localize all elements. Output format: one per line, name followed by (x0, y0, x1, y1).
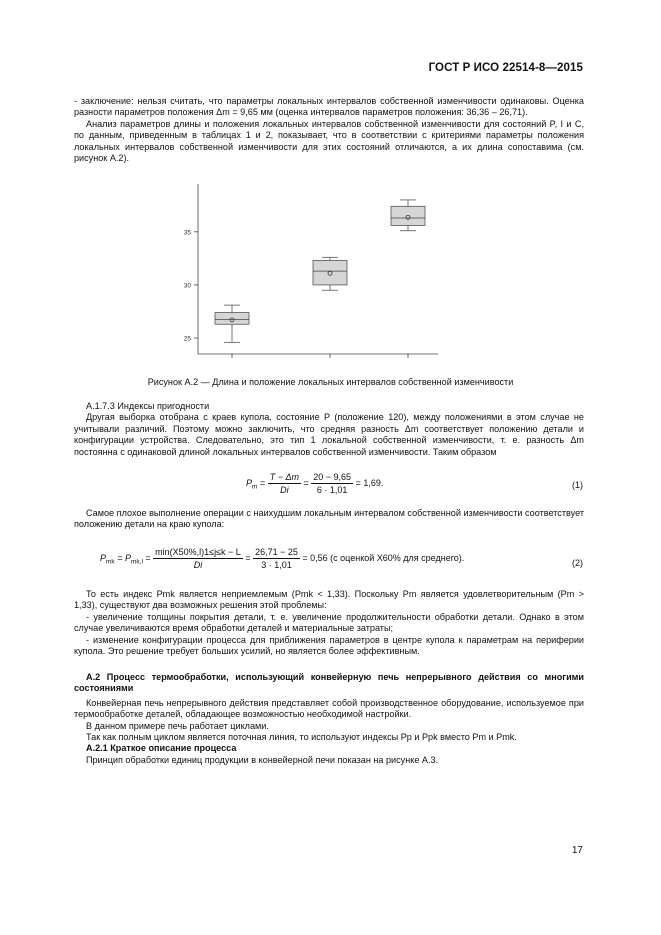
formula-2-result: = 0,56 (с оценкой X60% для среднего). (302, 552, 465, 563)
box-1 (215, 305, 249, 358)
text-block-top (74, 96, 584, 164)
text-block-worst (74, 508, 584, 531)
box-2-iqr (313, 261, 347, 285)
text-block-indices (74, 401, 584, 458)
formula-1-frac2: $\frac{20 - 9,65}{6 \cdot 1,01}$ (313, 472, 352, 495)
formula-2-lhs: P (100, 552, 107, 563)
text-block-a2 (74, 672, 584, 766)
y-tick-label-1: 30 (183, 282, 191, 290)
paragraph-solution-2: - изменение конфигурации процесса для приближения параметров в центре купола к параметрам на периферии купола. Это решение требует больших усилий, но является более эффективным. (74, 634, 584, 657)
formula-2-frac1: $\frac{\min(X50\%,l)1\le j\le k - L}{Di}$ (155, 547, 241, 570)
paragraph-sample: Другая выборка отобрана с краев купола, состояние P (положение 120), между положениями в этом случае не учитывали различий. Поэтому можно заключить, что средняя разность Δm соответствует положению детали и конфигурации устройства. Следовательно, это тип 1 локальной собственной изменчивости, т. е. разность Δm постоянна с одинаковой длиной локальных интервалов собственной изменчивости. Таким образом (74, 412, 584, 457)
paragraph-indices: Так как полным циклом является поточная линия, то используют индексы Pp и Ppk вместо Pm и Pmk. (86, 732, 517, 743)
box-3 (391, 200, 425, 358)
y-tick-label-0: 25 (183, 335, 191, 343)
y-tick-label-2: 35 (183, 229, 191, 237)
formula-2-eq2: = P (117, 552, 131, 563)
paragraph-analysis: Анализ параметров длины и положения локальных интервалов собственной изменчивости для состояний P, I и C, по данным, приведенным в таблицах 1 и 2, показывает, что в соответствии с критериями параметры положения локальных интервалов собственной изменчивости для этих состояний отличаются, а их длина сопоставима (см. рисунок А.2). (74, 118, 584, 164)
paragraph-worst-case: Самое плохое выполнение операции с наихудшим локальным интервалом собственной изменчивости соответствует положению детали на краю купола: (74, 508, 584, 530)
paragraph-principle: Принцип обработки единиц продукции в конвейерной печи показан на рисунке А.3. (86, 754, 439, 765)
paragraph-solution-1: - увеличение толщины покрытия детали, т. е. увеличение продолжительности обработки детали. Однако в этом случае увеличиваются время обработки деталей и материальные затраты; (74, 611, 584, 634)
paragraph-furnace: Конвейерная печь непрерывного действия представляет собой производственное оборудование, используемое при термообработке деталей, обладающее возможностью необходимой настройки. (74, 697, 584, 720)
text-block-solutions (74, 589, 584, 657)
paragraph-index-result: То есть индекс Pmk является неприемлемым (Pmk < 1,33). Поскольку Pm является удовлетворительным (Pm > 1,33), существуют два возможных решения этой проблемы: (74, 589, 584, 611)
paragraph-cycles: В данном примере печь работает циклами. (86, 720, 269, 731)
formula-1-lhs: P (246, 477, 253, 488)
formula-1: $P_m$ = $\frac{T - \Delta m}{Di}$ = $\frac{20 - 9,65}{6 \cdot 1,01}$ = 1,69. (246, 472, 384, 495)
box-1-iqr (215, 313, 249, 325)
formula-2: $P_{mk} = P_{mk,l}$ = $\frac{\min(X50\%,l)1\le j\le k - L}{Di}$ = $\frac{26,71 - 25}{3 \cdot 1,01}$ = 0,56 (с оценкой X60% для среднего). (100, 547, 465, 570)
formula-1-lhs-sub: m (252, 483, 258, 491)
figure-caption: Рисунок А.2 — Длина и положение локальных интервалов собственной изменчивости (147, 377, 514, 387)
section-a173-heading: А.1.7.3 Индексы пригодности (86, 401, 210, 411)
formula-1-result: = 1,69. (355, 477, 384, 488)
box-3-iqr (391, 206, 425, 225)
equation-number-1: (1) (572, 480, 583, 490)
page-number: 17 (571, 845, 583, 856)
section-a2-heading: А.2 Процесс термообработки, использующий конвейерную печь непрерывного действия со многими состояниями (74, 672, 584, 694)
section-a21-heading: А.2.1 Краткое описание процесса (86, 743, 237, 754)
boxplot-chart (170, 178, 450, 363)
document-header: ГОСТ Р ИСО 22514-8—2015 (428, 62, 583, 74)
formula-2-frac2: $\frac{26,71 - 25}{3 \cdot 1,01}$ (255, 547, 298, 570)
formula-1-frac1: $\frac{T - \Delta m}{Di}$ (269, 472, 299, 495)
equation-number-2: (2) (572, 558, 583, 568)
box-2 (313, 257, 347, 358)
paragraph-conclusion: - заключение: нельзя считать, что параметры локальных интервалов собственной изменчивости одинаковы. Оценка разности параметров положения Δm = 9,65 мм (оценка интервалов параметров положения: 36,36 – 26,71). (74, 96, 584, 118)
